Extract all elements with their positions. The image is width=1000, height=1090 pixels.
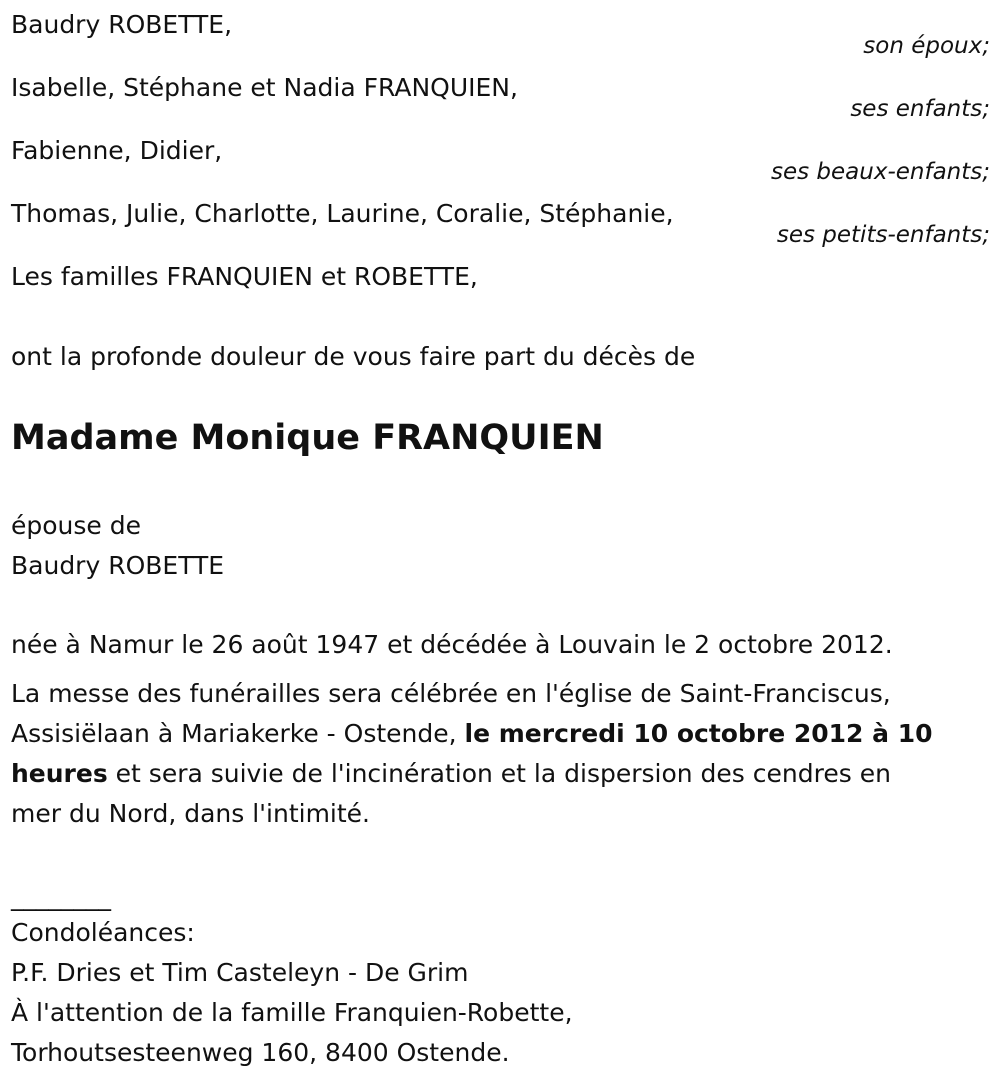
condolences-block	[11, 913, 573, 1073]
family-relation: ses petits-enfants;	[776, 222, 990, 248]
spouse-name: Baudry ROBETTE	[11, 551, 225, 580]
condolences-separator: ________	[11, 882, 111, 911]
funeral-text-part2: et sera suivie de l'incinération et la dispersion des cendres en mer du Nord, dans l'intimité.	[11, 759, 891, 828]
spouse-intro: épouse de	[11, 511, 141, 540]
family-names: Baudry ROBETTE,	[11, 10, 233, 39]
family-relation: ses beaux-enfants;	[770, 159, 990, 185]
family-names: Fabienne, Didier,	[11, 136, 223, 165]
funeral-text-part1: La messe des funérailles sera célébrée en l'église de Saint-Franciscus, Assisiëlaan à Mariakerke - Ostende,	[11, 679, 891, 748]
family-entry-spouse	[11, 10, 990, 62]
family-entry-children	[11, 73, 990, 125]
family-entry-grandchildren	[11, 199, 990, 251]
condolences-line: À l'attention de la famille Franquien-Robette,	[11, 998, 573, 1027]
condolences-line: P.F. Dries et Tim Casteleyn - De Grim	[11, 958, 469, 987]
announcement-text: ont la profonde douleur de vous faire part du décès de	[11, 342, 696, 371]
birth-death-text: née à Namur le 26 août 1947 et décédée à Louvain le 2 octobre 2012.	[11, 630, 893, 659]
family-relation: ses enfants;	[850, 96, 990, 122]
family-names: Isabelle, Stéphane et Nadia FRANQUIEN,	[11, 73, 518, 102]
condolences-line: Torhoutsesteenweg 160, 8400 Ostende.	[11, 1038, 510, 1067]
funeral-date-time: le mercredi 10 octobre 2012 à 10 heures	[11, 719, 933, 788]
family-relation: son époux;	[863, 33, 990, 59]
family-entry-in-laws	[11, 136, 990, 188]
deceased-name: Madame Monique FRANQUIEN	[11, 418, 604, 458]
funeral-paragraph	[11, 674, 941, 834]
family-names: Thomas, Julie, Charlotte, Laurine, Coralie, Stéphanie,	[11, 199, 674, 228]
family-entry-families: Les familles FRANQUIEN et ROBETTE,	[11, 262, 478, 291]
condolences-heading: Condoléances:	[11, 918, 195, 947]
